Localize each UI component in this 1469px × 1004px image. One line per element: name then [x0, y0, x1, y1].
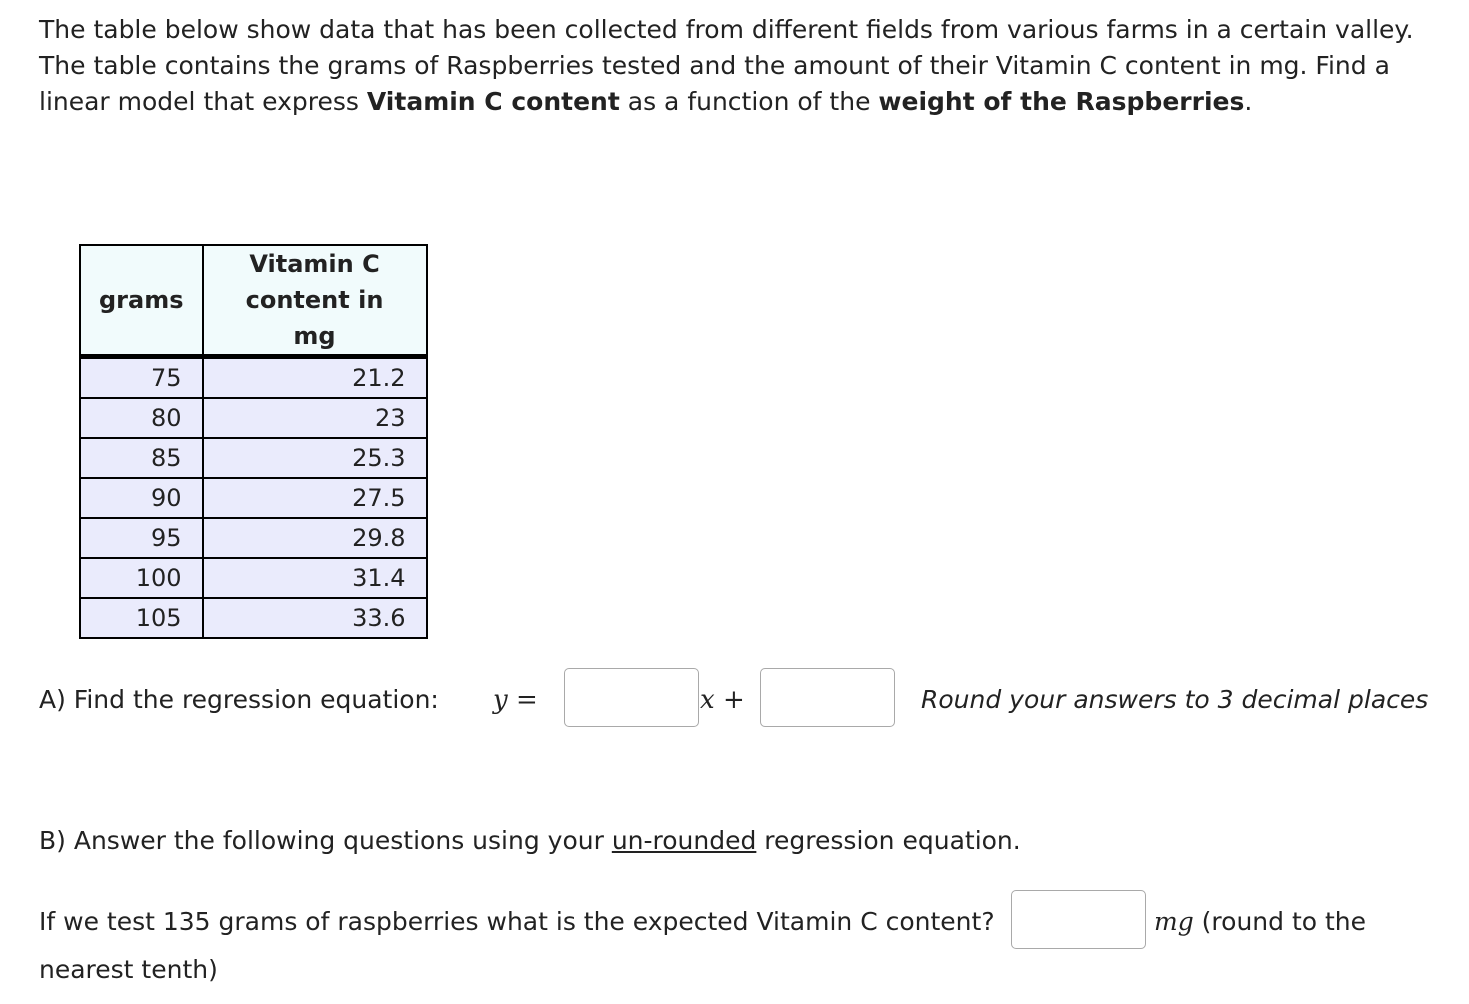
part-b-label [39, 822, 1021, 860]
intercept-input[interactable] [760, 668, 895, 727]
y-variable: y [493, 685, 508, 715]
cell-vitamin: 29.8 [203, 518, 427, 558]
problem-statement [39, 12, 1449, 120]
intro-bold-weight: weight of the Raspberries [878, 87, 1245, 116]
part-b-tail: regression equation. [756, 826, 1021, 855]
cell-grams: 85 [80, 438, 203, 478]
unit-note [1154, 902, 1366, 942]
cell-vitamin: 23 [203, 398, 427, 438]
question-135-grams: If we test 135 grams of raspberries what is the expected Vitamin C content? [39, 907, 995, 936]
cell-grams: 105 [80, 598, 203, 638]
data-table [79, 244, 428, 639]
table-row [80, 438, 427, 478]
intro-text-3: . [1244, 87, 1253, 116]
unit-mg: mg [1154, 907, 1194, 936]
cell-vitamin: 31.4 [203, 558, 427, 598]
cell-grams: 80 [80, 398, 203, 438]
table-row [80, 478, 427, 518]
table-row [80, 558, 427, 598]
intro-text-2: as a function of the [619, 87, 879, 116]
equation-lhs [493, 680, 538, 720]
round-tenth-line2: nearest tenth) [39, 955, 218, 984]
cell-grams: 95 [80, 518, 203, 558]
vitamin-c-answer-input[interactable] [1011, 890, 1146, 949]
part-b-lead: B) Answer the following questions using your [39, 826, 612, 855]
table-row [80, 598, 427, 638]
equals-sign: = [515, 685, 538, 715]
cell-vitamin: 33.6 [203, 598, 427, 638]
table-header-row [80, 245, 427, 357]
cell-grams: 75 [80, 357, 203, 399]
equation-x-term [700, 680, 745, 720]
header-vitamin-c [203, 245, 427, 357]
table-row [80, 357, 427, 399]
header-grams: grams [80, 245, 203, 357]
intro-text-1: The table below show data that has been collected from different fields from various farms in a certain valley. The table contains the grams of Raspberries tested and the amount of their Vitamin C content in mg. Find a linear model that express [39, 15, 1414, 116]
part-a-label: A) Find the regression equation: [39, 685, 439, 714]
cell-grams: 90 [80, 478, 203, 518]
plus-sign: + [722, 685, 745, 715]
cell-vitamin: 21.2 [203, 357, 427, 399]
cell-vitamin: 27.5 [203, 478, 427, 518]
header-vitamin-line1: Vitamin C [249, 250, 380, 278]
part-b-underlined: un-rounded [611, 826, 757, 855]
intro-bold-vitamin: Vitamin C content [366, 87, 620, 116]
cell-vitamin: 25.3 [203, 438, 427, 478]
round-tenth-line1: (round to the [1193, 907, 1367, 936]
x-variable: x [700, 685, 715, 715]
slope-input[interactable] [564, 668, 699, 727]
header-vitamin-line2: content in mg [245, 286, 384, 350]
table-row [80, 398, 427, 438]
table-row [80, 518, 427, 558]
cell-grams: 100 [80, 558, 203, 598]
round-instruction: Round your answers to 3 decimal places [921, 685, 1429, 714]
